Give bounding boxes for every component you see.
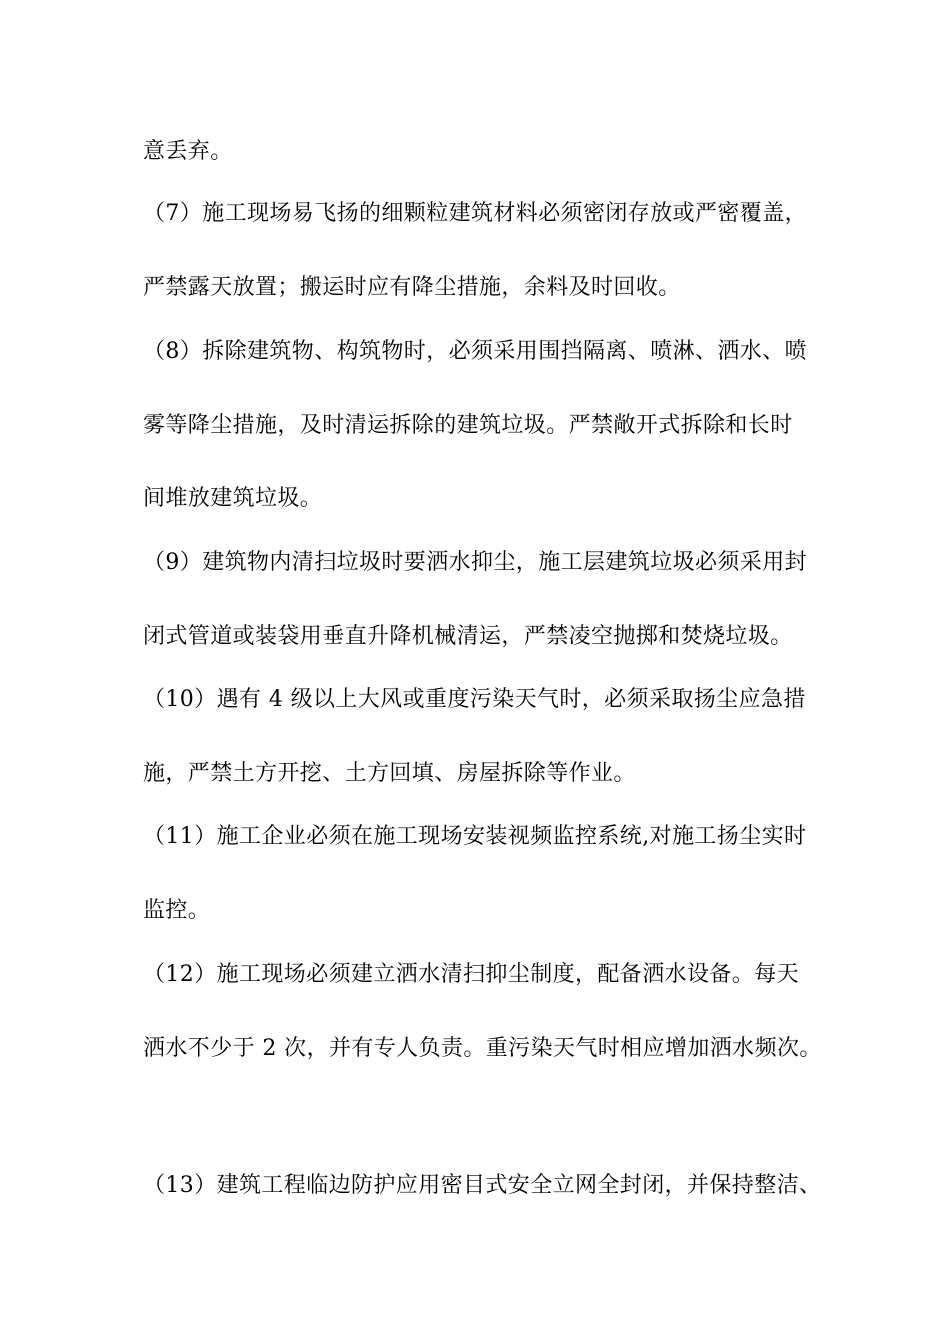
- text-line: 严禁露天放置；搬运时应有降尘措施，余料及时回收。: [143, 275, 681, 300]
- text-line: 洒水不少于 2 次，并有专人负责。重污染天气时相应增加洒水频次。: [143, 1036, 822, 1061]
- text-line: 间堆放建筑垃圾。: [143, 486, 323, 511]
- text-line: 意丢弃。: [143, 139, 233, 164]
- text-line: （7）施工现场易飞扬的细颗粒建筑材料必须密闭存放或严密覆盖，: [143, 201, 807, 226]
- text-line: （9）建筑物内清扫垃圾时要洒水抑尘，施工层建筑垃圾必须采用封: [143, 550, 807, 575]
- text-line: （8）拆除建筑物、构筑物时，必须采用围挡隔离、喷淋、洒水、喷: [143, 339, 807, 364]
- text-line: （11）施工企业必须在施工现场安装视频监控系统,对施工扬尘实时: [143, 824, 807, 849]
- text-line: （13）建筑工程临边防护应用密目式安全立网全封闭，并保持整洁、: [143, 1173, 822, 1198]
- text-line: 雾等降尘措施，及时清运拆除的建筑垃圾。严禁敞开式拆除和长时: [143, 413, 793, 438]
- text-line: 监控。: [143, 898, 211, 923]
- text-line: （12）施工现场必须建立洒水清扫抑尘制度，配备洒水设备。每天: [143, 962, 799, 987]
- text-line: 闭式管道或装袋用垂直升降机械清运，严禁凌空抛掷和焚烧垃圾。: [143, 624, 793, 649]
- text-line: （10）遇有 4 级以上大风或重度污染天气时，必须采取扬尘应急措: [143, 687, 806, 712]
- text-line: 施，严禁土方开挖、土方回填、房屋拆除等作业。: [143, 761, 636, 786]
